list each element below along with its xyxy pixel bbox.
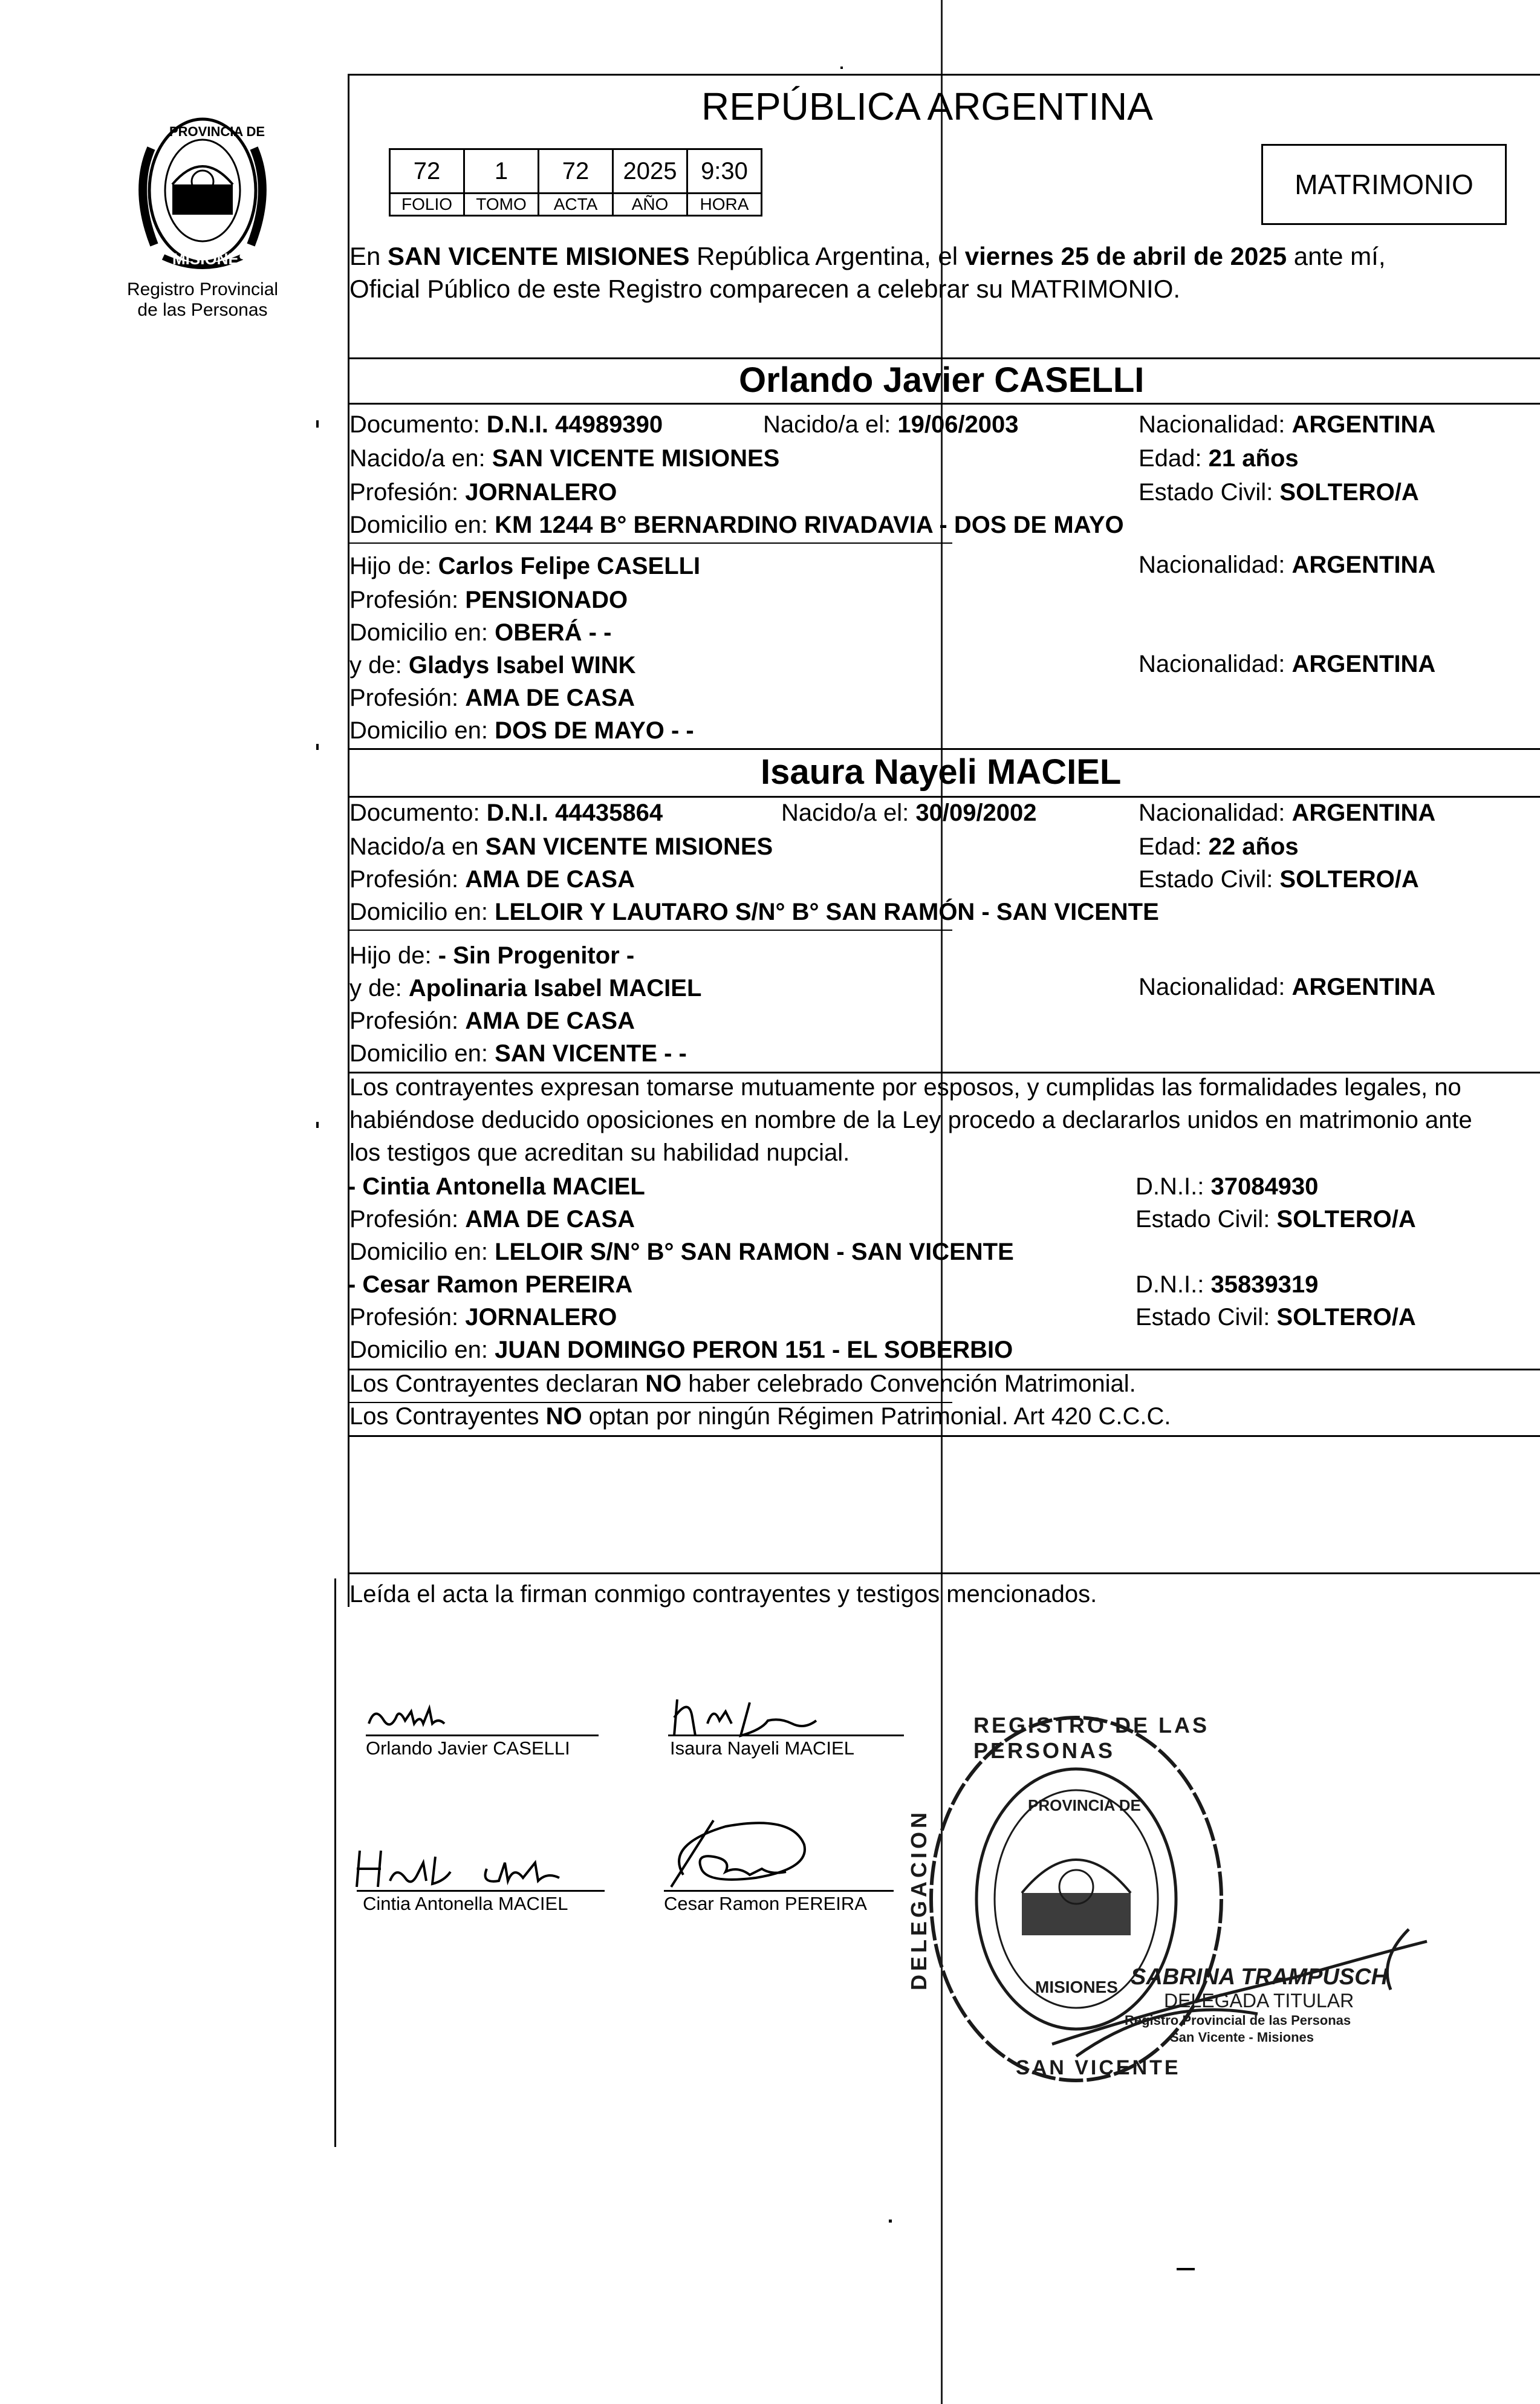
- signature-3-line: [357, 1890, 605, 1892]
- groom-address: Domicilio en: KM 1244 B° BERNARDINO RIVADAVIA - DOS DE MAYO: [349, 512, 1124, 538]
- speck-1: [316, 420, 319, 428]
- declaration-line-1: Los contrayentes expresan tomarse mutuamente por esposos, y cumplidas las formalidades legales, no: [349, 1074, 1461, 1101]
- signature-2-name: Isaura Nayeli MACIEL: [670, 1738, 854, 1759]
- signature-4-mark: [659, 1808, 816, 1893]
- act-type-box: [1261, 144, 1507, 225]
- groom-document: Documento: D.N.I. 44989390: [349, 411, 663, 438]
- officer-title: DELEGADA TITULAR: [1164, 1990, 1354, 2011]
- bride-civil-status: Estado Civil: SOLTERO/A: [1139, 866, 1419, 893]
- act-type: MATRIMONIO: [1295, 169, 1473, 200]
- signature-4-line: [664, 1890, 894, 1892]
- groom-profession: Profesión: JORNALERO: [349, 479, 617, 506]
- frame-left-bottom: [334, 1578, 336, 2147]
- stamp-outer-left: DELEGACION: [906, 1808, 932, 1991]
- witness-2-dni: D.N.I.: 35839319: [1136, 1271, 1319, 1298]
- convention-divider-bottom: [348, 1435, 1540, 1437]
- convention-line-1: Los Contrayentes declaran NO haber celebrado Convención Matrimonial.: [349, 1370, 1136, 1397]
- groom-born-on: Nacido/a el: 19/06/2003: [763, 411, 1019, 438]
- groom-divider-top: [348, 357, 1540, 359]
- officer-place: San Vicente - Misiones: [1170, 2030, 1314, 2045]
- intro-line-2: Oficial Público de este Registro comparecen a celebrar su MATRIMONIO.: [349, 275, 1181, 303]
- convention-line-2: Los Contrayentes NO optan por ningún Régimen Patrimonial. Art 420 C.C.C.: [349, 1403, 1171, 1430]
- bride-parents-divider: [348, 930, 952, 931]
- groom-father-profession: Profesión: PENSIONADO: [349, 587, 628, 613]
- witness-2-address: Domicilio en: JUAN DOMINGO PERON 151 - EL SOBERBIO: [349, 1337, 1013, 1363]
- registry-anio-value: 2025: [613, 149, 687, 194]
- bride-profession: Profesión: AMA DE CASA: [349, 866, 635, 893]
- groom-father: Hijo de: Carlos Felipe CASELLI: [349, 553, 701, 579]
- bride-nationality: Nacionalidad: ARGENTINA: [1139, 800, 1436, 826]
- logo-caption-2: de las Personas: [137, 300, 268, 320]
- stamp-outer-bottom: SAN VICENTE: [1016, 2056, 1181, 2079]
- bride-born-on: Nacido/a el: 30/09/2002: [781, 800, 1037, 826]
- stamp-outer-top: REGISTRO DE LAS PERSONAS: [973, 1713, 1210, 1763]
- officer-name: SABRINA TRAMPUSCH: [1131, 1964, 1388, 1990]
- signature-1-mark: [363, 1693, 484, 1736]
- speck-2: [316, 744, 319, 750]
- stamp-inner-bottom: MISIONES: [1035, 1978, 1118, 1996]
- logo-caption-1: Registro Provincial: [126, 279, 279, 299]
- signature-1-line: [366, 1735, 599, 1736]
- groom-born-in: Nacido/a en: SAN VICENTE MISIONES: [349, 445, 780, 472]
- bride-divider-top: [348, 748, 1540, 750]
- registry-tomo-value: 1: [464, 149, 539, 194]
- speck-5: [1177, 2268, 1195, 2270]
- groom-mother: y de: Gladys Isabel WINK: [349, 652, 636, 679]
- page-title: REPÚBLICA ARGENTINA: [701, 85, 1153, 128]
- groom-civil-status: Estado Civil: SOLTERO/A: [1139, 479, 1419, 506]
- signature-3-name: Cintia Antonella MACIEL: [363, 1893, 568, 1914]
- registry-tomo-label: TOMO: [464, 194, 539, 216]
- seal-text-top: PROVINCIA DE: [169, 124, 265, 139]
- groom-father-address: Domicilio en: OBERÁ - -: [349, 619, 612, 646]
- bride-mother-profession: Profesión: AMA DE CASA: [349, 1008, 635, 1034]
- registry-acta-value: 72: [539, 149, 613, 194]
- signature-1-name: Orlando Javier CASELLI: [366, 1738, 570, 1759]
- registry-hora-label: HORA: [687, 194, 762, 216]
- witness-1-name: - Cintia Antonella MACIEL: [348, 1173, 645, 1200]
- bride-father: Hijo de: - Sin Progenitor -: [349, 942, 635, 969]
- witness-1-civil-status: Estado Civil: SOLTERO/A: [1136, 1206, 1416, 1233]
- speck-3: [316, 1122, 319, 1128]
- closing-text: Leída el acta la firman conmigo contrayentes y testigos mencionados.: [349, 1581, 1097, 1608]
- witness-1-address: Domicilio en: LELOIR S/N° B° SAN RAMON - SAN VICENTE: [349, 1239, 1014, 1265]
- groom-father-nationality: Nacionalidad: ARGENTINA: [1139, 552, 1436, 578]
- witness-1-dni: D.N.I.: 37084930: [1136, 1173, 1319, 1200]
- registry-acta-label: ACTA: [539, 194, 613, 216]
- bride-name: Isaura Nayeli MACIEL: [761, 752, 1122, 792]
- seal-text-bottom: MISIONES: [172, 250, 250, 268]
- groom-mother-address: Domicilio en: DOS DE MAYO - -: [349, 717, 694, 744]
- bride-document: Documento: D.N.I. 44435864: [349, 800, 663, 826]
- speck-6: [840, 67, 843, 69]
- declaration-line-2: habiéndose deducido oposiciones en nombre de la Ley procedo a declararlos unidos en matrimonio ante: [349, 1107, 1472, 1133]
- witness-2-civil-status: Estado Civil: SOLTERO/A: [1136, 1304, 1416, 1331]
- groom-nationality: Nacionalidad: ARGENTINA: [1139, 411, 1436, 438]
- bride-age: Edad: 22 años: [1139, 833, 1299, 860]
- bride-born-in: Nacido/a en SAN VICENTE MISIONES: [349, 833, 773, 860]
- bride-address: Domicilio en: LELOIR Y LAUTARO S/N° B° SAN RAMÓN - SAN VICENTE: [349, 899, 1159, 925]
- officer-org: Registro Provincial de las Personas: [1125, 2013, 1351, 2028]
- registry-anio-label: AÑO: [613, 194, 687, 216]
- groom-age: Edad: 21 años: [1139, 445, 1299, 472]
- province-logo: [121, 112, 284, 287]
- groom-parents-divider: [348, 542, 952, 544]
- witness-1-profession: Profesión: AMA DE CASA: [349, 1206, 635, 1233]
- groom-mother-nationality: Nacionalidad: ARGENTINA: [1139, 651, 1436, 677]
- witness-2-profession: Profesión: JORNALERO: [349, 1304, 617, 1331]
- registry-folio-value: 72: [390, 149, 464, 194]
- registry-hora-value: 9:30: [687, 149, 762, 194]
- bride-divider-bottom: [348, 796, 1540, 798]
- signature-2-line: [668, 1735, 904, 1736]
- declaration-line-3: los testigos que acreditan su habilidad nupcial.: [349, 1139, 850, 1166]
- registry-table: [389, 148, 762, 217]
- groom-divider-bottom: [348, 403, 1540, 405]
- bride-mother-address: Domicilio en: SAN VICENTE - -: [349, 1040, 687, 1067]
- signature-3-mark: [354, 1839, 596, 1893]
- witness-2-name: - Cesar Ramon PEREIRA: [348, 1271, 633, 1298]
- officer-signature-mark: [1040, 1923, 1463, 2068]
- stamp-inner-top: PROVINCIA DE: [1028, 1796, 1141, 1814]
- signature-4-name: Cesar Ramon PEREIRA: [664, 1893, 867, 1914]
- empty-row-divider: [348, 1572, 1540, 1574]
- groom-name: Orlando Javier CASELLI: [739, 360, 1145, 400]
- intro-line-1: En SAN VICENTE MISIONES República Argentina, el viernes 25 de abril de 2025 ante mí,: [349, 242, 1386, 270]
- groom-mother-profession: Profesión: AMA DE CASA: [349, 685, 635, 711]
- bride-mother-nationality: Nacionalidad: ARGENTINA: [1139, 974, 1436, 1000]
- registry-folio-label: FOLIO: [390, 194, 464, 216]
- frame-top: [348, 74, 1540, 76]
- speck-4: [889, 2220, 892, 2223]
- bride-mother: y de: Apolinaria Isabel MACIEL: [349, 975, 702, 1002]
